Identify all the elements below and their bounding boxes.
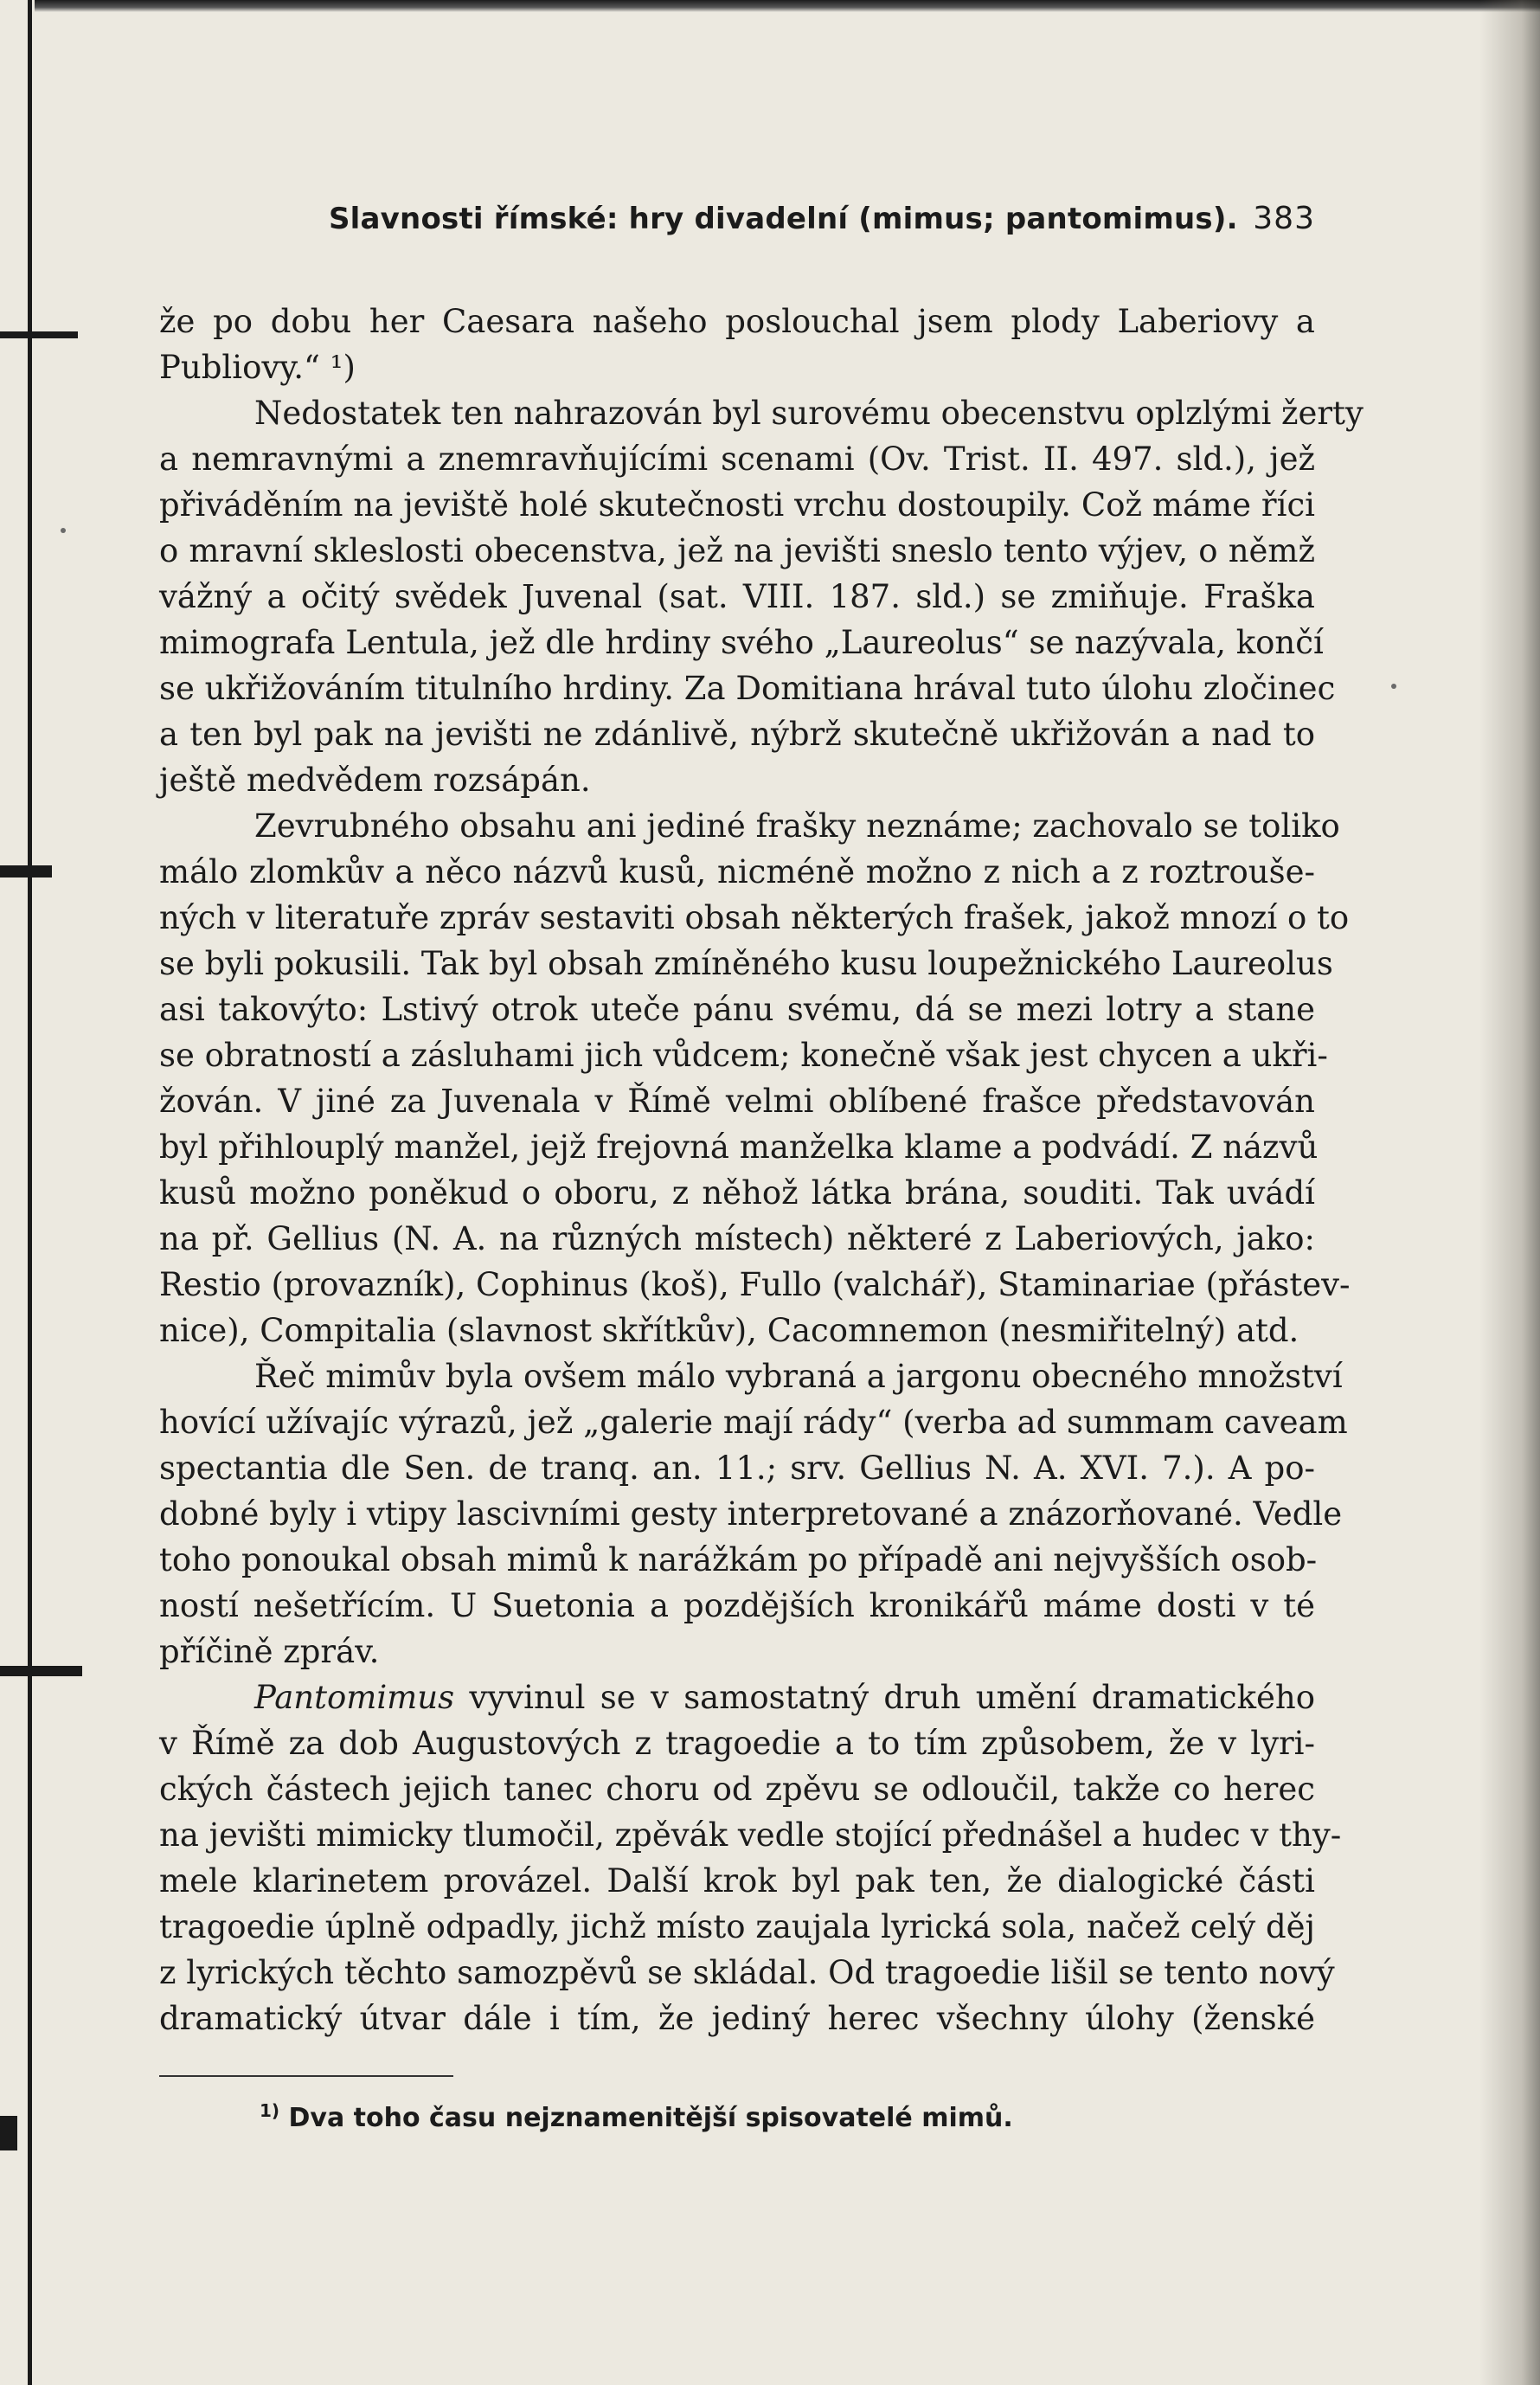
- text-line: málo zlomkův a něco názvů kusů, nicméně možno z nich a z roztroušе-: [159, 853, 1315, 890]
- text-line: spectantia dle Sen. de tranq. an. 11.; srv. Gellius N. A. XVI. 7.). A po-: [159, 1450, 1315, 1487]
- text-line: byl přihlouplý manžel, jejž frejovná manželka klame a podvádí. Z názvů: [159, 1128, 1319, 1166]
- text-line: tragoedie úplně odpadly, jichž místo zaujala lyrická sola, načež celý děj: [159, 1908, 1315, 1945]
- text-line-rest: vyvinul se v samostatný druh umění dramatického: [469, 1679, 1315, 1716]
- text-line: v Římě za dob Augustových z tragoedie a to tím způsobem, že v lyri-: [159, 1725, 1315, 1762]
- text-line: příčině zpráv.: [159, 1633, 380, 1670]
- text-line: Restio (provazník), Cophinus (koš), Fullo (valchář), Staminariae (přástev-: [159, 1266, 1351, 1303]
- text-line: žován. V jiné za Juvenala v Římě velmi oblíbené frašce představován: [159, 1083, 1315, 1120]
- text-line: se byli pokusili. Tak byl obsah zmíněného kusu loupežnického Laureolus: [159, 945, 1333, 982]
- text-line: ností nešetřícím. U Suetonia a pozdějších kronikářů máme dosti v té: [159, 1587, 1315, 1624]
- text-line: dobné byly i vtipy lascivními gesty interpretované a znázorňované. Vedle: [159, 1495, 1343, 1533]
- text-line: nice), Compitalia (slavnost skřítkův), Cacomnemon (nesmiřitelný) atd.: [159, 1312, 1299, 1349]
- text-line: z lyrických těchto samozpěvů se skládal. Od tragoedie lišil se tento nový: [159, 1954, 1335, 1991]
- text-line: Zevrubného obsahu ani jediné frašky neznáme; zachovalo se toliko: [254, 807, 1340, 845]
- pantomimus-term: Pantomimus: [254, 1679, 455, 1716]
- text-line: se ukřižováním titulního hrdiny. Za Domitiana hrával tuto úlohu zločinec: [159, 670, 1336, 707]
- text-line: vážný a očitý svědek Juvenal (sat. VIII. 187. sld.) se zmiňuje. Fraška: [159, 578, 1315, 615]
- footnote-marker: 1): [260, 2100, 280, 2121]
- text-line: na jevišti mimicky tlumočil, zpěvák vedle stojící přednášel a hudec v thy-: [159, 1816, 1342, 1854]
- text-line: že po dobu her Caesara našeho poslouchal jsem plody Laberiovy a: [159, 303, 1315, 340]
- text-line: asi takovýto: Lstivý otrok uteče pánu svému, dá se mezi lotry a stane: [159, 991, 1315, 1028]
- text-line-pantomimus: [159, 1675, 1315, 1720]
- text-line: mimografa Lentula, jež dle hrdiny svého „Laureolus“ se nazývala, končí: [159, 624, 1324, 661]
- text-line: ještě medvědem rozsápán.: [159, 762, 591, 799]
- text-line: Řeč mimův byla ovšem málo vybraná a jargonu obecného množství: [254, 1358, 1343, 1395]
- text-line: dramatický útvar dále i tím, že jediný herec všechny úlohy (ženské: [159, 2000, 1315, 2037]
- running-head: [329, 201, 1315, 253]
- text-line: Nedostatek ten nahrazován byl surovému obecenstvu oplzlými žerty: [254, 395, 1364, 432]
- text-line: a nemravnými a znemravňujícími scenami (Ov. Trist. II. 497. sld.), jež: [159, 440, 1315, 478]
- text-line: a ten byl pak na jevišti ne zdánlivě, nýbrž skutečně ukřižován a nad to: [159, 716, 1315, 753]
- body-text: [159, 299, 1364, 2041]
- text-line: o mravní skleslosti obecenstva, jež na jevišti sneslo tento výjev, o němž: [159, 532, 1315, 569]
- footnote-divider: [159, 2075, 453, 2077]
- text-line: přiváděním na jeviště holé skutečnosti vrchu dostoupily. Což máme říci: [159, 486, 1315, 524]
- text-line: mele klarinetem provázel. Další krok byl pak ten, že dialogické části: [159, 1862, 1315, 1900]
- page-number: 383: [1253, 201, 1315, 236]
- text-line: ckých částech jejich tanec choru od zpěvu se odloučil, takže co herec: [159, 1771, 1315, 1808]
- text-line: ných v literatuře zpráv sestaviti obsah některých frašek, jakož mnozí o to: [159, 899, 1350, 936]
- text-line: hovící užívajíc výrazů, jež „galerie mají rády“ (verba ad summam caveam: [159, 1404, 1348, 1441]
- text-line: se obratností a zásluhami jich vůdcem; konečně však jest chycen a ukři-: [159, 1037, 1328, 1074]
- text-line: kusů možno poněkud o oboru, z něhož látka brána, souditi. Tak uvádí: [159, 1174, 1315, 1212]
- footnote: [260, 2089, 1013, 2140]
- text-line: toho ponoukal obsah mimů k narážkám po případě ani nejvyšších osob-: [159, 1541, 1318, 1578]
- text-line: Publiovy.“ ¹): [159, 349, 356, 386]
- footnote-text: Dva toho času nejznamenitější spisovatelé mimů.: [288, 2103, 1013, 2133]
- running-title: Slavnosti římské: hry divadelní (mimus; pantomimus).: [329, 202, 1238, 236]
- text-line: na př. Gellius (N. A. na různých místech) některé z Laberiových, jako:: [159, 1220, 1315, 1257]
